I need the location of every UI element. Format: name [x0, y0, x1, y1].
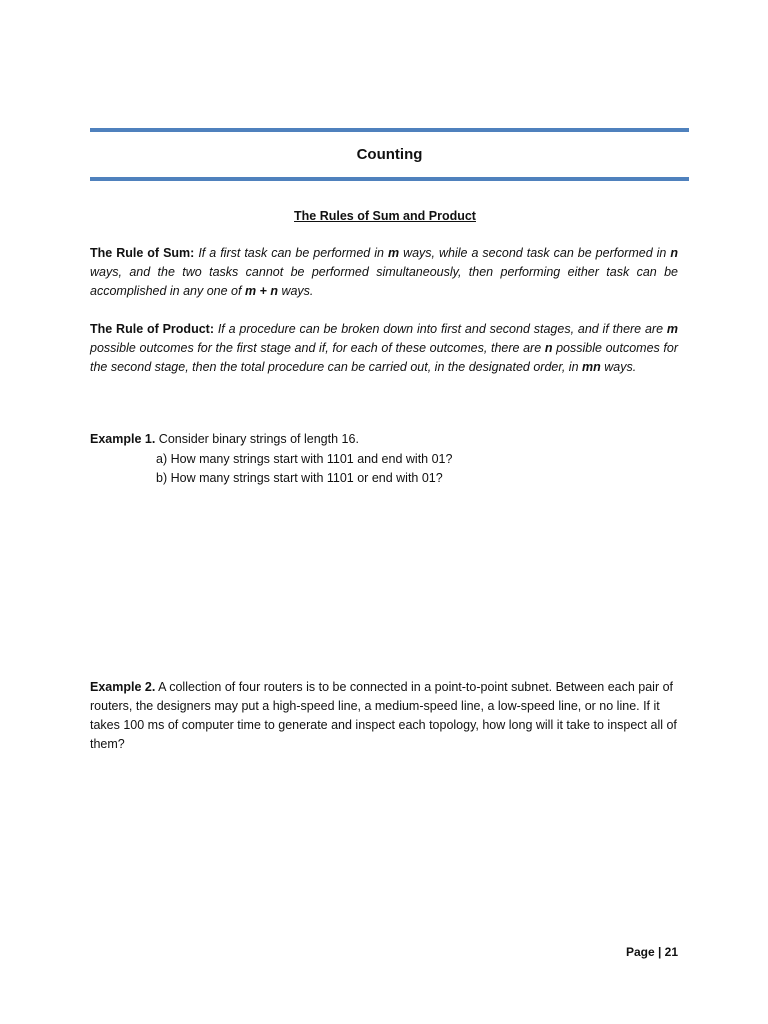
variable-n: n [670, 246, 678, 260]
rule-of-sum-text-1: If a first task can be performed in [194, 246, 388, 260]
header-top-rule [90, 128, 689, 132]
rule-of-product-text-3: possible outcomes for the second stage, then the total procedure can be carried out, in the designated order, in [90, 341, 679, 374]
example-2-label: Example 2. [90, 680, 156, 694]
rule-of-sum-text-4: ways. [277, 284, 314, 298]
rule-of-product-text-1: If a procedure can be broken down into first and second stages, and if there are [213, 322, 667, 336]
variable-m-plus-n: m + n [244, 284, 278, 298]
variable-m: m [666, 322, 678, 336]
example-1-text: Consider binary strings of length 16. [155, 432, 359, 446]
rule-of-product-paragraph [90, 320, 678, 377]
example-2-paragraph [90, 678, 680, 754]
rule-of-product-label: The Rule of Product: [90, 322, 214, 336]
header-bottom-rule [90, 177, 689, 181]
rule-of-product-text-4: ways. [600, 360, 637, 374]
rule-of-product-text-2: possible outcomes for the first stage and if, for each of these outcomes, there are [90, 341, 545, 355]
section-heading: The Rules of Sum and Product [294, 209, 476, 223]
rule-of-sum-label: The Rule of Sum: [90, 246, 195, 260]
variable-mn: mn [582, 360, 601, 374]
rule-of-sum-text-3: ways, and the two tasks cannot be performed simultaneously, then performing either task can be accomplished in any one of [90, 265, 678, 298]
rule-of-sum-paragraph [90, 244, 678, 301]
example-1-part-a: a) How many strings start with 1101 and end with 01? [156, 452, 453, 466]
rule-of-sum-text-2: ways, while a second task can be performed in [399, 246, 671, 260]
example-1-part-b: b) How many strings start with 1101 or end with 01? [156, 471, 443, 485]
page-number: Page | 21 [625, 945, 678, 959]
example-2-text: A collection of four routers is to be connected in a point-to-point subnet. Between each pair of routers, the designers may put a high-speed line, a medium-speed line, a low-speed line, or no line. If it takes 100 ms of computer time to generate and inspect each topology, how long will it take to inspect all of them? [90, 680, 677, 751]
variable-m: m [387, 246, 400, 260]
example-1-intro [90, 430, 678, 449]
variable-n: n [544, 341, 553, 355]
chapter-title: Counting [356, 146, 423, 163]
example-1-label: Example 1. [90, 432, 156, 446]
